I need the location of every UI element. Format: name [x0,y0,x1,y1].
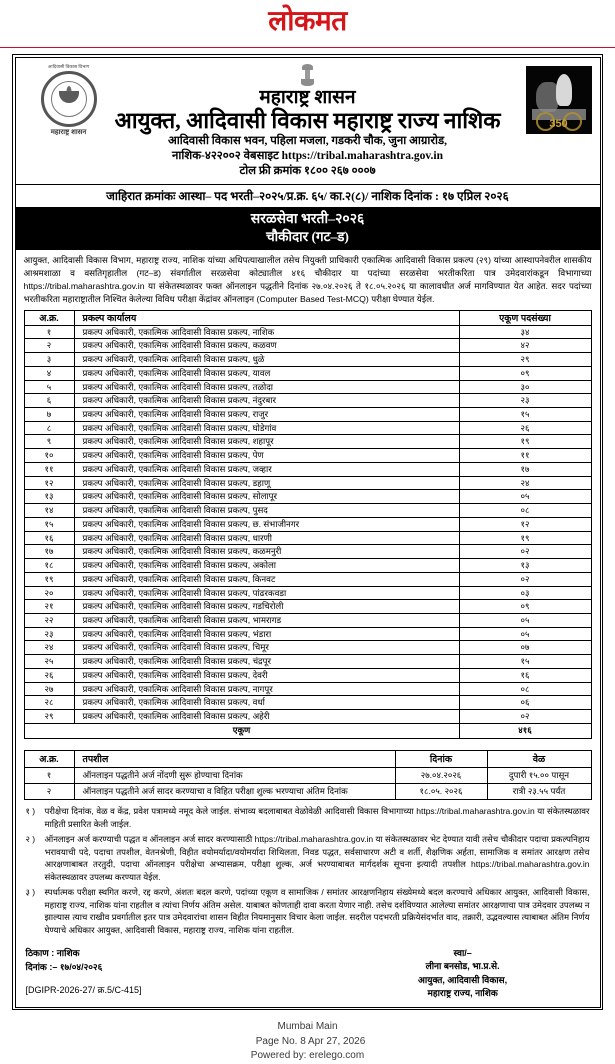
post-row-sr: १४ [24,504,74,518]
post-row-sr: १६ [24,531,74,545]
post-row-count: ०५ [459,613,591,627]
post-row-sr: २८ [24,696,74,710]
office-name: आयुक्त, आदिवासी विकास महाराष्ट्र राज्य नाशिक [114,107,501,133]
post-row-office: प्रकल्प अधिकारी, एकात्मिक आदिवासी विकास प्रकल्प, भंडारा [74,627,459,641]
post-row-count: ०२ [459,710,591,724]
schedule-row-date: १८.०५. २०२६ [395,784,487,800]
post-row-count: ०८ [459,504,591,518]
table-row [24,696,591,710]
table-row [24,572,591,586]
place-label: ठिकाण : नाशिक [25,947,80,958]
table-row [24,545,591,559]
notes-list [16,800,600,941]
footer-edition: Mumbai Main [277,1021,338,1033]
post-row-count: ०९ [459,600,591,614]
monument-anniversary-number: 350 [549,117,568,130]
table-row [24,421,591,435]
post-row-sr: ६ [24,394,74,408]
table-row [24,784,591,800]
post-row-office: प्रकल्प अधिकारी, एकात्मिक आदिवासी विकास प्रकल्प, देवरी [74,668,459,682]
note-text: ऑनलाइन अर्ज करण्याची पद्धत व ऑनलाइन अर्ज सादर करण्यासाठी https://tribal.maharashtra.gov.in या संकेतस्थळावर भेट देण्यात यावी तसेच चौकीदार पदाचा प्रकल्पनिहाय भरावयाची पदे, पदाचा तपशील, वेतनश्रेणी, विहीत वयोमर्यादा/वयोमर्यादा शिथिलता, निवड पद्धत, सर्वसाधारण अटी व शर्ती, शैक्षणिक अर्हता, सामाजिक व समांतर आरक्षण तसेच आरक्षणाबाबत तरतुदी, पदाचा ऑनलाइन परीक्षेचा अभ्यासक्रम, परीक्षा शुल्क, अर्ज भरण्याबाबत मार्गदर्शक सूचना इत्यादी तपशील https://tribal.maharashtra.gov.in संकेतस्थळावर उपलब्ध करण्यात येईल. [44,833,590,883]
post-row-sr: ९ [24,435,74,449]
post-row-sr: १० [24,449,74,463]
post-row-office: प्रकल्प अधिकारी, एकात्मिक आदिवासी विकास प्रकल्प, किनवट [74,572,459,586]
recruitment-banner [16,208,600,249]
post-row-sr: ८ [24,421,74,435]
post-row-office: प्रकल्प अधिकारी, एकात्मिक आदिवासी विकास प्रकल्प, शहापूर [74,435,459,449]
table-row [24,768,591,784]
post-row-office: प्रकल्प अधिकारी, एकात्मिक आदिवासी विकास प्रकल्प, धुळे [74,353,459,367]
dept-logo-lamp-icon [59,91,79,103]
post-row-office: प्रकल्प अधिकारी, एकात्मिक आदिवासी विकास प्रकल्प, तळोदा [74,380,459,394]
post-row-sr: २६ [24,668,74,682]
footer-powered-by: Powered by: erelego.com [250,1050,365,1062]
post-row-office: प्रकल्प अधिकारी, एकात्मिक आदिवासी विकास प्रकल्प, गडचिरोली [74,600,459,614]
post-row-count: ४२ [459,339,591,353]
post-row-office: प्रकल्प अधिकारी, एकात्मिक आदिवासी विकास प्रकल्प, धारणी [74,531,459,545]
posts-header-count: एकूण पदसंख्या [459,310,591,325]
post-row-count: १२ [459,517,591,531]
signature-left [26,947,336,1001]
note-item [26,833,590,884]
table-row [24,668,591,682]
post-row-count: ०६ [459,696,591,710]
ashoka-column-icon [305,70,310,79]
note-number: ३ ) [25,886,36,897]
post-row-office: प्रकल्प अधिकारी, एकात्मिक आदिवासी विकास प्रकल्प, जव्हार [74,462,459,476]
post-row-sr: ५ [24,380,74,394]
post-row-sr: ११ [24,462,74,476]
signatory-designation-line-2: महाराष्ट्र राज्य, नाशिक [427,988,498,999]
post-row-count: ३४ [459,325,591,339]
monument-horse-icon [536,82,558,112]
date-label: दिनांक :– १७/०४/२०२६ [25,961,103,972]
post-row-count: ०७ [459,641,591,655]
table-row [24,600,591,614]
posts-table [24,310,592,739]
post-row-sr: १ [24,325,74,339]
post-row-office: प्रकल्प अधिकारी, एकात्मिक आदिवासी विकास प्रकल्प, नागपूर [74,682,459,696]
schedule-row-time: दुपारी १५.०० पासून [487,768,591,784]
post-row-sr: १३ [24,490,74,504]
post-row-sr: ७ [24,407,74,421]
post-row-sr: ३ [24,353,74,367]
post-row-office: प्रकल्प अधिकारी, एकात्मिक आदिवासी विकास प्रकल्प, वर्धा [74,696,459,710]
schedule-table-body [24,768,591,800]
post-row-count: ०५ [459,627,591,641]
post-row-sr: २२ [24,613,74,627]
post-row-office: प्रकल्प अधिकारी, एकात्मिक आदिवासी विकास प्रकल्प, सोलापूर [74,490,459,504]
post-row-count: १६ [459,668,591,682]
post-row-count: ०२ [459,545,591,559]
publication-logo: लोकमत [268,6,347,37]
post-row-office: प्रकल्प अधिकारी, एकात्मिक आदिवासी विकास प्रकल्प, चंद्रपूर [74,655,459,669]
post-row-count: १५ [459,407,591,421]
schedule-table [24,750,592,801]
table-row [24,380,591,394]
post-row-sr: २० [24,586,74,600]
note-text: परीक्षेचा दिनांक, वेळ व केंद्र, प्रवेश पत्रामध्ये नमूद केले जाईल. संभाव्य बदलाबाबत वेळोवेळी आदिवासी विकास विभागाच्या https://tribal.maharashtra.gov.in या संकेतस्थळावर माहिती प्रसारित केली जाईल. [44,806,590,830]
note-number: १ ) [25,806,36,817]
post-row-count: २३ [459,394,591,408]
dept-logo-ring-icon [41,71,97,127]
post-row-count: ११ [459,449,591,463]
table-row [24,366,591,380]
post-row-office: प्रकल्प अधिकारी, एकात्मिक आदिवासी विकास प्रकल्प, नाशिक [74,325,459,339]
post-row-count: १५ [459,655,591,669]
table-row [24,504,591,518]
advertisement-box [12,54,603,1010]
post-row-count: १३ [459,559,591,573]
table-row [24,613,591,627]
post-row-sr: २७ [24,682,74,696]
post-row-count: २९ [459,353,591,367]
post-row-sr: १२ [24,476,74,490]
shivaji-monument-image [526,66,592,134]
post-row-sr: १५ [24,517,74,531]
ashoka-bell-icon [301,79,314,86]
table-row [24,655,591,669]
table-row [24,586,591,600]
signed-marker: स्वा/– [453,947,472,958]
post-row-office: प्रकल्प अधिकारी, एकात्मिक आदिवासी विकास प्रकल्प, छ. संभाजीनगर [74,517,459,531]
post-row-sr: १९ [24,572,74,586]
post-row-office: प्रकल्प अधिकारी, एकात्मिक आदिवासी विकास प्रकल्प, पांढरकवडा [74,586,459,600]
note-item [26,805,590,831]
banner-title: सरळसेवा भरती–२०२६ [250,212,365,228]
post-row-count: १७ [459,462,591,476]
schedule-header-time: वेळ [487,750,591,767]
post-row-sr: १८ [24,559,74,573]
post-row-count: ०५ [459,490,591,504]
table-row [24,353,591,367]
posts-table-wrapper [16,310,600,739]
posts-table-head [24,310,591,325]
posts-table-body [24,325,591,738]
post-row-sr: २९ [24,710,74,724]
post-row-office: प्रकल्प अधिकारी, एकात्मिक आदिवासी विकास प्रकल्प, पेण [74,449,459,463]
dgipr-reference: [DGIPR-2026-27/ क्र.5/C-415] [25,984,142,995]
post-row-count: ०३ [459,586,591,600]
post-row-count: १९ [459,531,591,545]
post-row-sr: २१ [24,600,74,614]
post-row-office: प्रकल्प अधिकारी, एकात्मिक आदिवासी विकास प्रकल्प, यावल [74,366,459,380]
table-row [24,710,591,724]
table-row [24,462,591,476]
table-row [24,490,591,504]
table-row [24,449,591,463]
intro-paragraph: आयुक्त, आदिवासी विकास विभाग, महाराष्ट्र राज्य, नाशिक यांच्या अधिपत्याखालील तसेच नियुक्ती प्राधिकारी एकात्मिक आदिवासी विकास प्रकल्प (२९) यांच्या आस्थापनेवरील शासकीय आश्रमशाळा व वसतिगृहातील (गट–ड) संवर्गातील सरळसेवा कोट्यातील ४१६ चौकीदार या पदांच्या सरळसेवा भरतीकरिता पात्र उमेदवारांकडून विभागाच्या https://tribal.maharashtra.gov.in या संकेतस्थळावर फक्त ऑनलाइन पद्धतीने दिनांक २७.०४.२०२६ ते १८.०५.२०२६ या कालावधीत अर्ज मागविण्यात येत आहेत. सदर पदांच्या भरतीकरिता महाराष्ट्रातील निश्चित केलेल्या विविध परीक्षा केंद्रांवर ऑनलाइन (Computer Based Test-MCQ) परीक्षा घेण्यात येईल. [23,254,592,305]
schedule-row-desc: ऑनलाइन पद्धतीने अर्ज नोंदणी सुरू होण्याचा दिनांक [74,768,395,784]
table-row [24,435,591,449]
post-row-count: ०८ [459,682,591,696]
post-row-sr: १७ [24,545,74,559]
schedule-row-date: २७.०४.२०२६ [395,768,487,784]
post-row-sr: २४ [24,641,74,655]
post-row-office: प्रकल्प अधिकारी, एकात्मिक आदिवासी विकास प्रकल्प, घोडेगांव [74,421,459,435]
dept-logo-bottom-caption: महाराष्ट्र शासन [50,128,87,136]
posts-total-label: एकूण [24,723,459,738]
post-row-office: प्रकल्प अधिकारी, एकात्मिक आदिवासी विकास प्रकल्प, पुसद [74,504,459,518]
advertisement-number: जाहिरात क्रमांकः आस्था– पद भरती–२०२५/प्र.क्र. ६५/ का.२(८)/ नाशिक दिनांक : १७ एप्रिल २०२६ [16,185,600,209]
address-line-2: नाशिक-४२२००२ वेबसाइट https://tribal.maharashtra.gov.in [172,150,443,163]
signatory-designation-line-1: आयुक्त, आदिवासी विकास, [418,974,508,985]
post-row-office: प्रकल्प अधिकारी, एकात्मिक आदिवासी विकास प्रकल्प, नंदुरबार [74,394,459,408]
schedule-table-head [24,750,591,767]
post-row-office: प्रकल्प अधिकारी, एकात्मिक आदिवासी विकास प्रकल्प, डहाणू [74,476,459,490]
post-row-count: २६ [459,421,591,435]
schedule-header-sr: अ.क्र. [24,750,74,767]
table-row [24,517,591,531]
footer-page-date: Page No. 8 Apr 27, 2026 [255,1035,366,1047]
signature-block [16,941,600,1007]
banner-subtitle: चौकीदार (गट–ड) [266,228,349,244]
post-row-sr: ४ [24,366,74,380]
post-row-office: प्रकल्प अधिकारी, एकात्मिक आदिवासी विकास प्रकल्प, कळमनुरी [74,545,459,559]
post-row-office: प्रकल्प अधिकारी, एकात्मिक आदिवासी विकास प्रकल्प, भामरागड [74,613,459,627]
post-row-count: ३० [459,380,591,394]
post-row-count: ०९ [459,366,591,380]
schedule-row-sr: २ [24,784,74,800]
post-row-office: प्रकल्प अधिकारी, एकात्मिक आदिवासी विकास प्रकल्प, राजुर [74,407,459,421]
table-row [24,394,591,408]
table-row [24,559,591,573]
schedule-row-desc: ऑनलाइन पद्धतीने अर्ज सादर करण्याचा व विहित परीक्षा शुल्क भरण्याचा अंतिम दिनांक [74,784,395,800]
ashoka-emblem-icon [300,64,315,86]
schedule-table-wrapper [16,750,600,801]
signatory-name: लीना बनसोड, भा.प्र.से. [425,961,500,972]
table-row [24,627,591,641]
schedule-header-date: दिनांक [395,750,487,767]
table-row [24,641,591,655]
post-row-count: १९ [459,435,591,449]
schedule-table-header-row [24,750,591,767]
advertisement-inner-border [15,57,601,1008]
page-footer [0,1020,615,1064]
table-row [24,476,591,490]
posts-total-count: ४१६ [459,723,591,738]
schedule-header-desc: तपशील [74,750,395,767]
posts-header-office: प्रकल्प कार्यालय [74,310,459,325]
tribal-development-dept-logo-icon [26,64,112,137]
schedule-row-sr: १ [24,768,74,784]
government-name: महाराष्ट्र शासन [259,86,356,108]
table-row [24,531,591,545]
toll-free-number: टोल फ्री क्रमांक १८०० २६७ ०००७ [239,165,376,178]
schedule-row-time: रात्री २३.५५ पर्यंत [487,784,591,800]
post-row-office: प्रकल्प अधिकारी, एकात्मिक आदिवासी विकास प्रकल्प, अहेरी [74,710,459,724]
post-row-office: प्रकल्प अधिकारी, एकात्मिक आदिवासी विकास प्रकल्प, कळवण [74,339,459,353]
post-row-office: प्रकल्प अधिकारी, एकात्मिक आदिवासी विकास प्रकल्प, अकोला [74,559,459,573]
table-row [24,325,591,339]
note-text: स्पर्धात्मक परीक्षा स्थगित करणे, रद्द करणे, अंशतः बदल करणे, पदांच्या एकूण व सामाजिक / समांतर आरक्षणनिहाय संख्येमध्ये बदल करण्याचे अधिकार आयुक्त, आदिवासी विकास, महाराष्ट्र राज्य, नाशिक यांना राहतील व त्यांचा निर्णय अंतिम असेल. याबाबत कोणताही दावा करता येणार नाही. तसेच दर्शविण्यात आलेल्या समांतर आरक्षणाचा पात्र उमेदवार उपलब्ध न झाल्यास त्याच राखीव प्रवर्गातील इतर पात्र उमेदवारांचा शासन विहीत नियमानुसार विचार केला जाईल. सदरील पदभरती प्रक्रियेसंदर्भात वाद, तक्रारी, उद्भवल्यास त्याबाबत अंतिम निर्णय घेण्याचे अधिकार आयुक्त, आदिवासी विकास, महाराष्ट्र राज्य, नाशिक यांना राहतील. [44,886,590,936]
table-row [24,339,591,353]
posts-table-header-row [24,310,591,325]
note-item [26,886,590,937]
post-row-count: ०२ [459,572,591,586]
signature-right [336,947,590,1001]
masthead [0,0,615,48]
note-number: २ ) [25,833,36,844]
table-spacer [16,739,600,748]
dept-logo-top-caption: आदिवासी विकास विभाग [47,63,90,69]
post-row-sr: २३ [24,627,74,641]
table-row [24,407,591,421]
post-row-office: प्रकल्प अधिकारी, एकात्मिक आदिवासी विकास प्रकल्प, चिमूर [74,641,459,655]
post-row-count: २४ [459,476,591,490]
post-row-sr: २५ [24,655,74,669]
government-header [16,58,600,185]
posts-header-sr: अ.क्र. [24,310,74,325]
address-line-1: आदिवासी विकास भवन, पहिला मजला, गडकरी चौक, जुना आग्रारोड, [167,134,448,147]
post-row-sr: २ [24,339,74,353]
monument-rider-icon [556,74,572,106]
posts-total-row [24,723,591,738]
table-row [24,682,591,696]
